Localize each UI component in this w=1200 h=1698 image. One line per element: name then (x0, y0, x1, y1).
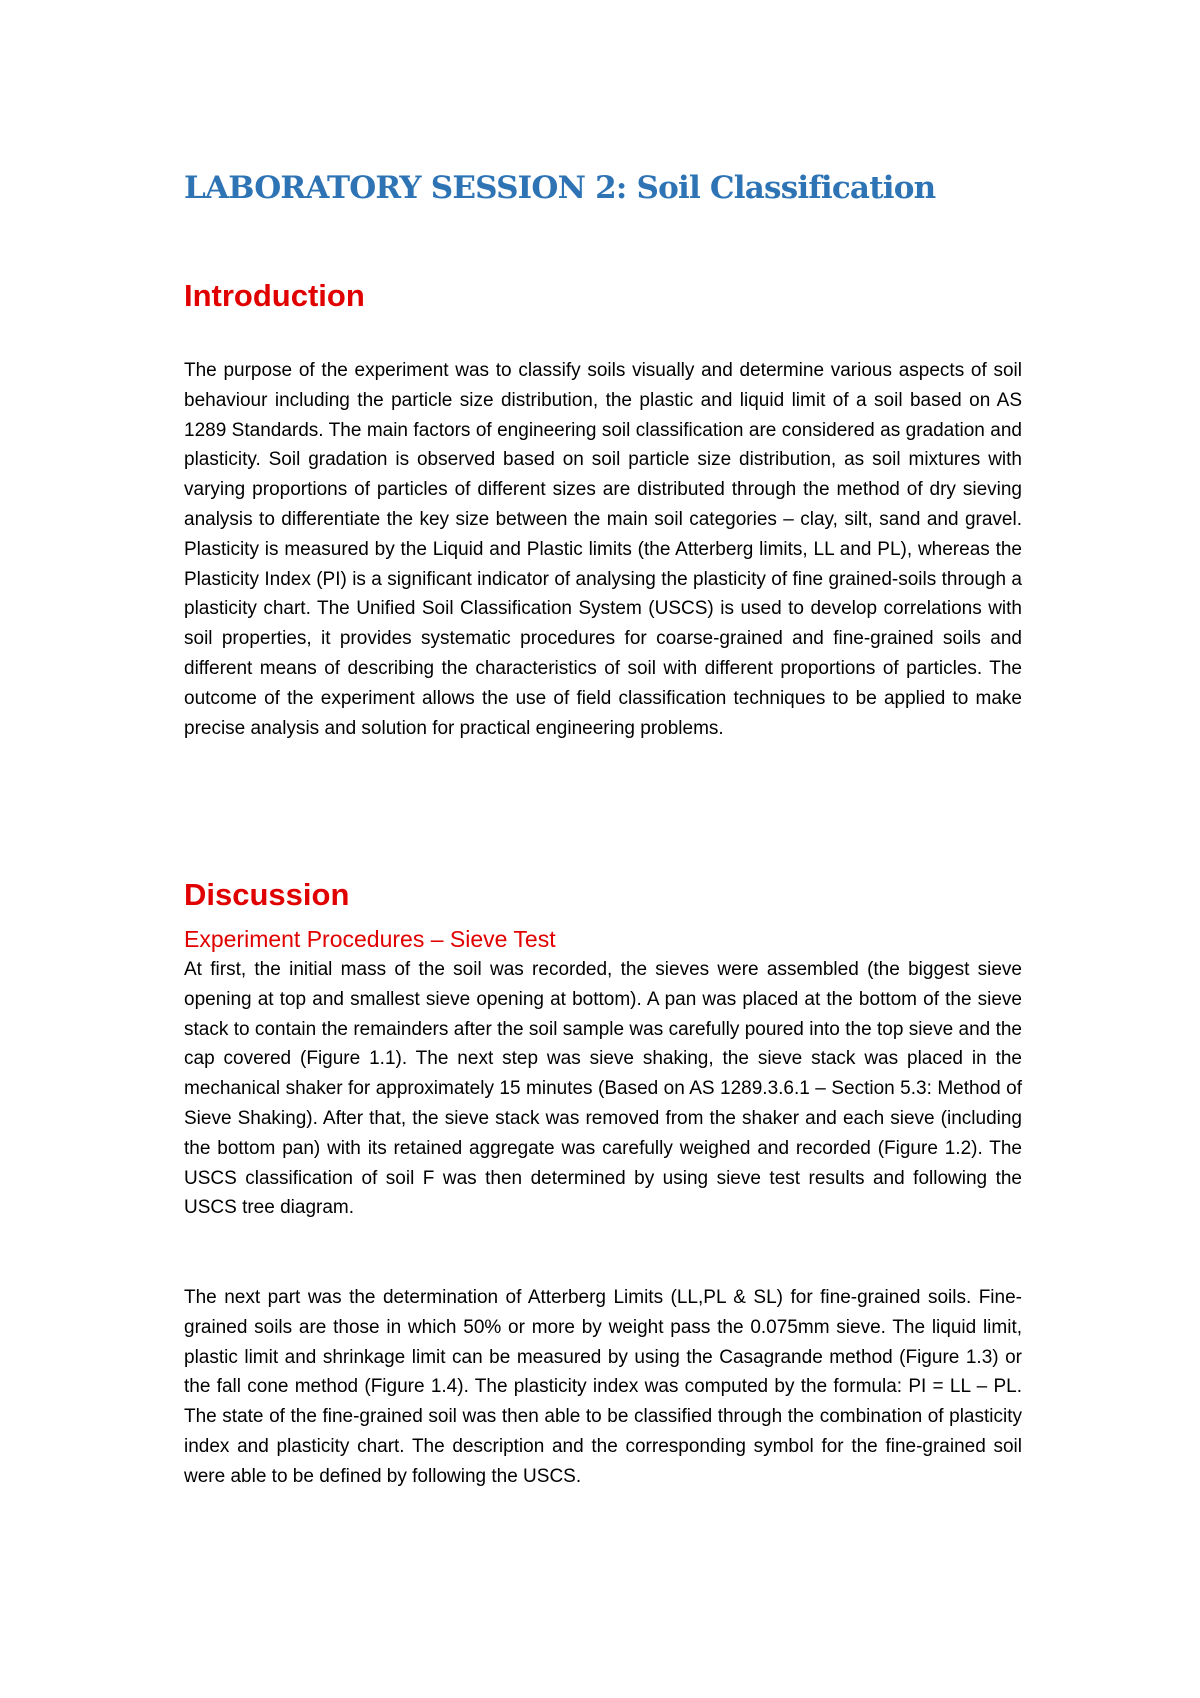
atterberg-limits-paragraph: The next part was the determination of Atterberg Limits (LL,PL & SL) for fine-grained soils. Fine-grained soils are those in which 50% or more by weight pass the 0.075mm sieve. The liquid limit, plastic limit and shrinkage limit can be measured by using the Casagrande method (Figure 1.3) or the fall cone method (Figure 1.4). The plasticity index was computed by the formula: PI = LL – PL. The state of the fine-grained soil was then able to be classified through the combination of plasticity index and plasticity chart. The description and the corresponding symbol for the fine-grained soil were able to be defined by following the USCS. (184, 1287, 1022, 1487)
sieve-test-paragraph: At first, the initial mass of the soil was recorded, the sieves were assembled (the biggest sieve opening at top and smallest sieve opening at bottom). A pan was placed at the bottom of the sieve stack to contain the remainders after the soil sample was carefully poured into the top sieve and the cap covered (Figure 1.1). The next step was sieve shaking, the sieve stack was placed in the mechanical shaker for approximately 15 minutes (Based on AS 1289.3.6.1 – Section 5.3: Method of Sieve Shaking). After that, the sieve stack was removed from the shaker and each sieve (including the bottom pan) with its retained aggregate was carefully weighed and recorded (Figure 1.2). The USCS classification of soil F was then determined by using sieve test results and following the USCS tree diagram. (184, 959, 1022, 1219)
introduction-heading: Introduction (184, 278, 365, 313)
introduction-paragraph: The purpose of the experiment was to classify soils visually and determine various aspects of soil behaviour including the particle size distribution, the plastic and liquid limit of a soil based on AS 1289 Standards. The main factors of engineering soil classification are considered as gradation and plasticity. Soil gradation is observed based on soil particle size distribution, as soil mixtures with varying proportions of particles of different sizes are distributed through the method of dry sieving analysis to differentiate the key size between the main soil categories – clay, silt, sand and gravel. Plasticity is measured by the Liquid and Plastic limits (the Atterberg limits, LL and PL), whereas the Plasticity Index (PI) is a significant indicator of analysing the plasticity of fine grained-soils through a plasticity chart. The Unified Soil Classification System (USCS) is used to develop correlations with soil properties, it provides systematic procedures for coarse-grained and fine-grained soils and different means of describing the characteristics of soil with different proportions of particles. The outcome of the experiment allows the use of field classification techniques to be applied to make precise analysis and solution for practical engineering problems. (184, 360, 1022, 739)
discussion-heading: Discussion (184, 877, 350, 912)
document-title: LABORATORY SESSION 2: Soil Classification (184, 170, 936, 206)
sieve-test-subheading: Experiment Procedures – Sieve Test (184, 926, 556, 952)
